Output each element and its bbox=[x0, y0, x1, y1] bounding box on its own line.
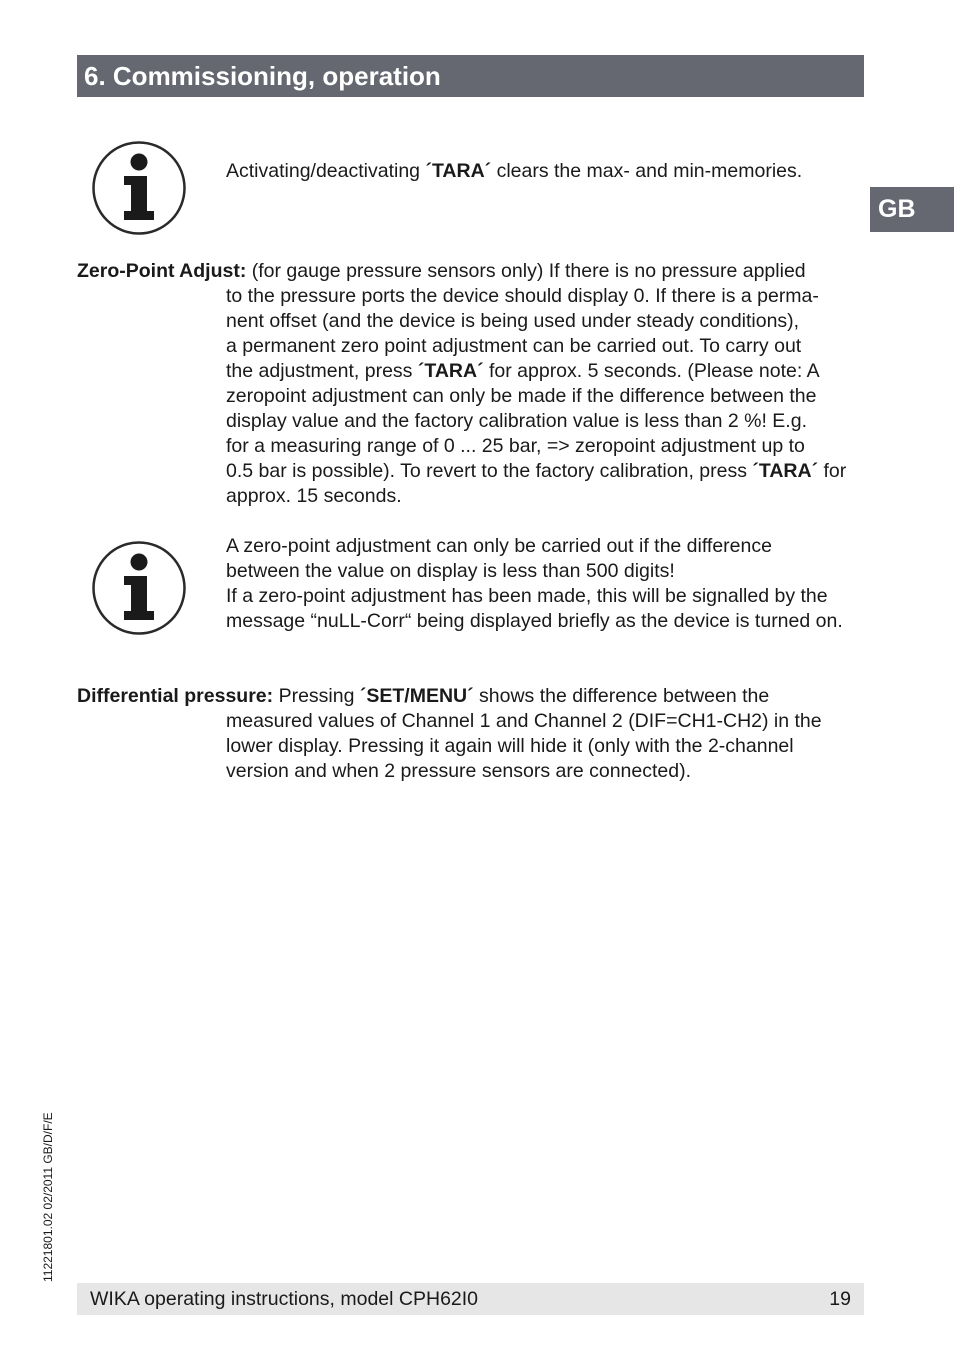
zero-point-label: Zero-Point Adjust: bbox=[77, 260, 247, 282]
paragraph-line: lower display. Pressing it again will hide it (only with the 2-channel bbox=[226, 735, 794, 757]
info-icon bbox=[91, 140, 187, 236]
info-icon bbox=[91, 540, 187, 636]
set-menu-key-label: ´SET/MENU´ bbox=[359, 685, 474, 707]
note-tara-memories bbox=[226, 159, 802, 184]
paragraph-line: display value and the factory calibration value is less than 2 %! E.g. bbox=[226, 410, 807, 432]
note-text: clears the max- and min-memories. bbox=[491, 160, 803, 182]
paragraph-line: zeropoint adjustment can only be made if the difference between the bbox=[226, 385, 817, 407]
paragraph-line: 0.5 bar is possible). To revert to the factory calibration, press ´TARA´ for bbox=[226, 460, 847, 482]
page-title: 6. Commissioning, operation bbox=[84, 61, 441, 91]
note-zero-point-limit bbox=[226, 534, 843, 634]
footer bbox=[77, 1283, 864, 1315]
paragraph-line: version and when 2 pressure sensors are connected). bbox=[226, 760, 692, 782]
paragraph-line: shows the difference between the bbox=[473, 685, 770, 707]
note-line: A zero-point adjustment can only be carried out if the difference bbox=[226, 535, 772, 557]
document-code: 11221801.02 02/2011 GB/D/F/E bbox=[41, 1112, 55, 1282]
note-text: Activating/deactivating bbox=[226, 160, 426, 182]
tara-key-label: ´TARA´ bbox=[752, 460, 819, 482]
paragraph-line: the adjustment, press ´TARA´ for approx. 5 seconds. (Please note: A bbox=[226, 360, 820, 382]
zero-point-section bbox=[77, 259, 877, 509]
tara-key-label: ´TARA´ bbox=[425, 160, 492, 182]
language-tab: GB bbox=[870, 187, 954, 232]
footer-title: WIKA operating instructions, model CPH62I0 bbox=[90, 1288, 479, 1310]
section-header bbox=[77, 55, 864, 97]
paragraph-line: (for gauge pressure sensors only) If there is no pressure applied bbox=[246, 260, 806, 282]
paragraph-line: measured values of Channel 1 and Channel 2 (DIF=CH1-CH2) in the bbox=[226, 710, 822, 732]
paragraph-line: Pressing bbox=[273, 685, 360, 707]
paragraph-line: approx. 15 seconds. bbox=[226, 485, 402, 507]
paragraph-line: a permanent zero point adjustment can be carried out. To carry out bbox=[226, 335, 802, 357]
differential-pressure-section bbox=[77, 684, 877, 784]
tara-key-label: ´TARA´ bbox=[417, 360, 484, 382]
differential-label: Differential pressure: bbox=[77, 685, 274, 707]
paragraph-line: nent offset (and the device is being used under steady conditions), bbox=[226, 310, 800, 332]
paragraph-line: for a measuring range of 0 ... 25 bar, => zeropoint adjustment up to bbox=[226, 435, 805, 457]
note-line: If a zero-point adjustment has been made, this will be signalled by the bbox=[226, 585, 828, 607]
paragraph-line: to the pressure ports the device should display 0. If there is a perma- bbox=[226, 285, 819, 307]
note-line: message “nuLL-Corr“ being displayed briefly as the device is turned on. bbox=[226, 610, 843, 632]
note-line: between the value on display is less than 500 digits! bbox=[226, 560, 675, 582]
page-number: 19 bbox=[829, 1288, 851, 1310]
